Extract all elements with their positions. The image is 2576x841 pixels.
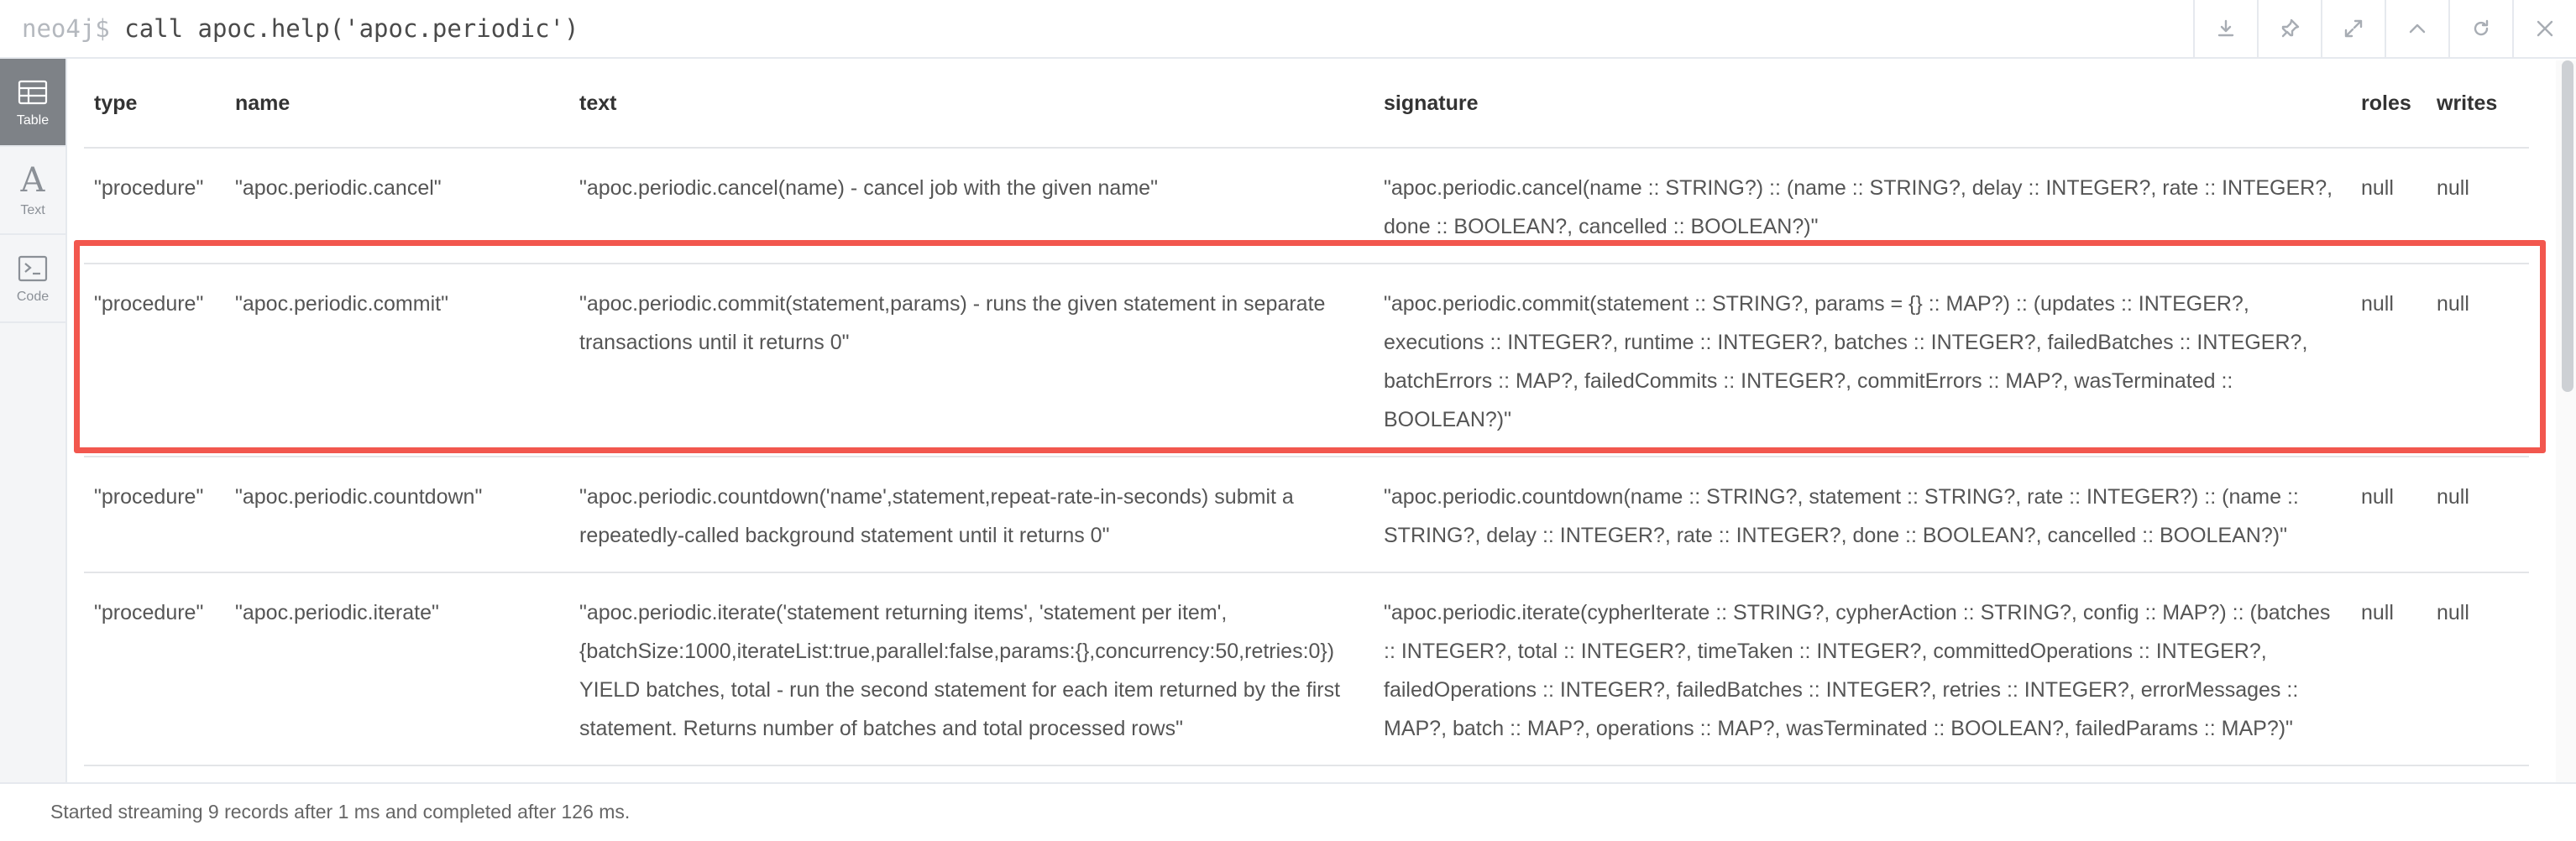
cell-text: "apoc.periodic.iterate('statement returning items', 'statement per item', {batchSize:1000,iterateList:true,parallel:false,params:{},concurrency:50,retries:0}) YIELD batches, total - run the second statement for each item returned by the first statement. Returns number of batches and total processed rows" <box>569 572 1374 765</box>
view-tab-label: Code <box>16 289 50 304</box>
column-header-name[interactable]: name <box>225 60 569 148</box>
query-text[interactable]: call apoc.help('apoc.periodic') <box>124 14 579 43</box>
cell-roles: null <box>2351 457 2427 572</box>
download-button[interactable] <box>2193 0 2257 57</box>
frame-toolbar <box>2193 0 2576 57</box>
table-header-row <box>84 60 2529 148</box>
view-switcher <box>0 59 67 782</box>
cell-type: "procedure" <box>84 572 225 765</box>
cell-signature: "apoc.periodic.commit(statement :: STRING?, params = {} :: MAP?) :: (updates :: INTEGER?, executions :: INTEGER?, runtime :: INTEGER?, batches :: INTEGER?, failedBatches :: INTEGER?, batchErrors :: MAP?, failedCommits :: INTEGER?, commitErrors :: MAP?, wasTerminated :: BOOLEAN?)" <box>1374 264 2351 457</box>
cell-text: "apoc.periodic.cancel(name) - cancel job with the given name" <box>569 148 1374 264</box>
view-tab-table[interactable] <box>0 59 65 147</box>
code-icon <box>17 253 49 285</box>
cell-type: "procedure" <box>84 148 225 264</box>
status-text: Started streaming 9 records after 1 ms and completed after 126 ms. <box>50 801 631 823</box>
cell-name: "apoc.periodic.cancel" <box>225 148 569 264</box>
table-row <box>84 264 2529 457</box>
column-header-signature[interactable]: signature <box>1374 60 2351 148</box>
cell-type: "procedure" <box>84 457 225 572</box>
column-header-text[interactable]: text <box>569 60 1374 148</box>
table-row <box>84 148 2529 264</box>
cell-type: "procedure" <box>84 264 225 457</box>
table-icon <box>17 76 49 108</box>
table-row <box>84 457 2529 572</box>
column-header-writes[interactable]: writes <box>2427 60 2529 148</box>
rerun-icon <box>2470 18 2492 39</box>
fullscreen-button[interactable] <box>2321 0 2385 57</box>
cell-text: "apoc.periodic.countdown('name',statement,repeat-rate-in-seconds) submit a repeatedly-called background statement until it returns 0" <box>569 457 1374 572</box>
query-editor[interactable] <box>22 12 579 45</box>
close-icon <box>2534 18 2556 39</box>
prompt-label: neo4j$ <box>22 14 110 43</box>
cell-name: "apoc.periodic.countdown" <box>225 457 569 572</box>
cell-text: "apoc.periodic.commit(statement,params) - runs the given statement in separate transactions until it returns 0" <box>569 264 1374 457</box>
command-bar <box>0 0 2576 59</box>
cell-name: "apoc.periodic.iterate" <box>225 572 569 765</box>
cell-writes: null <box>2427 264 2529 457</box>
view-tab-label: Text <box>20 202 45 217</box>
collapse-button[interactable] <box>2385 0 2448 57</box>
column-header-type[interactable]: type <box>84 60 225 148</box>
cell-writes: null <box>2427 148 2529 264</box>
cell-writes: null <box>2427 457 2529 572</box>
cell-name: "apoc.periodic.commit" <box>225 264 569 457</box>
view-tab-code[interactable] <box>0 235 65 323</box>
cell-signature: "apoc.periodic.cancel(name :: STRING?) :: (name :: STRING?, delay :: INTEGER?, rate :: INTEGER?, done :: BOOLEAN?, cancelled :: BOOLEAN?)" <box>1374 148 2351 264</box>
pin-icon <box>2279 18 2301 39</box>
rerun-button[interactable] <box>2448 0 2512 57</box>
scrollbar-thumb[interactable] <box>2562 60 2573 392</box>
view-tab-text[interactable] <box>0 147 65 235</box>
collapse-up-icon <box>2406 18 2428 39</box>
cell-roles: null <box>2351 572 2427 765</box>
view-tab-label: Table <box>16 112 50 128</box>
results-table-area <box>69 60 2554 782</box>
cell-writes: null <box>2427 572 2529 765</box>
expand-icon <box>2343 18 2364 39</box>
status-bar <box>0 782 2576 841</box>
text-icon: A <box>20 160 45 200</box>
column-header-roles[interactable]: roles <box>2351 60 2427 148</box>
download-icon <box>2215 18 2237 39</box>
table-row <box>84 572 2529 765</box>
close-button[interactable] <box>2512 0 2576 57</box>
results-table <box>84 60 2529 766</box>
cell-signature: "apoc.periodic.countdown(name :: STRING?, statement :: STRING?, rate :: INTEGER?) :: (name :: STRING?, delay :: INTEGER?, rate :: INTEGER?, done :: BOOLEAN?, cancelled :: BOOLEAN?)" <box>1374 457 2351 572</box>
cell-signature: "apoc.periodic.iterate(cypherIterate :: STRING?, cypherAction :: STRING?, config :: MAP?) :: (batches :: INTEGER?, total :: INTEGER?, timeTaken :: INTEGER?, committedOperations :: INTEGER?, failedOperations :: INTEGER?, failedBatches :: INTEGER?, retries :: INTEGER?, errorMessages :: MAP?, batch :: MAP?, operations :: MAP?, wasTerminated :: BOOLEAN?, failedParams :: MAP?)" <box>1374 572 2351 765</box>
pin-button[interactable] <box>2257 0 2321 57</box>
cell-roles: null <box>2351 148 2427 264</box>
cell-roles: null <box>2351 264 2427 457</box>
